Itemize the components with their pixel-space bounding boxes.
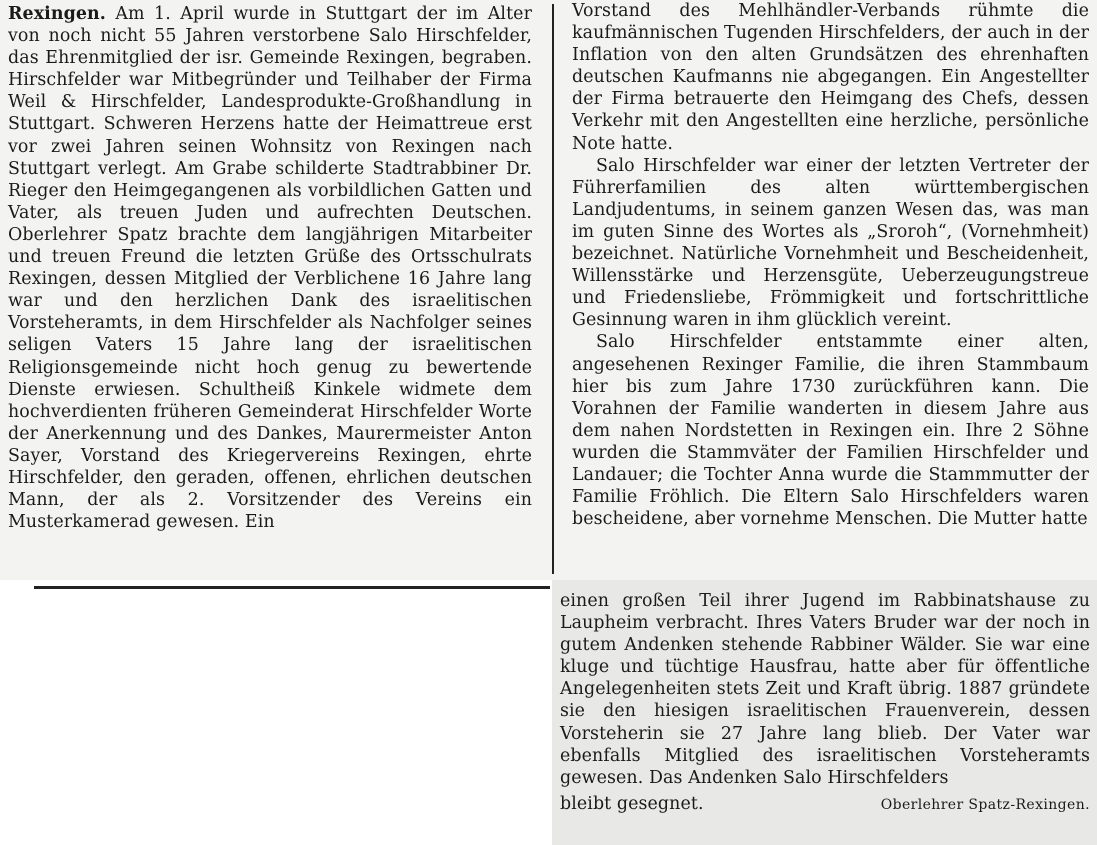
author-signature: Oberlehrer Spatz-Rexingen. [880, 796, 1090, 813]
right-column-top [572, 0, 1089, 530]
paragraph: Vorstand des Mehlhändler-Verbands rühmte die kaufmännischen Tugenden Hirschfelders, der auch in der Inflation von den alten Grundsätzen des ehrenhaften deutschen Kaufmanns nie abgegangen. Ein Angestellter der Firma betrauerte den Heimgang des Chefs, dessen Verkehr mit den Angestellten eine herzliche, persönliche Note hatte. [572, 1, 1089, 154]
left-column-text: Am 1. April wurde in Stuttgart der im Alter von noch nicht 55 Jahren verstorbene Salo Hirschfelder, das Ehrenmitglied der isr. Gemeinde Rexingen, begraben. Hirschfelder war Mitbegründer und Teilhaber der Firma Weil & Hirschfelder, Landesprodukte-Großhandlung in Stuttgart. Schweren Herzens hatte der Heimattreue erst vor zwei Jahren seinen Wohnsitz von Rexingen nach Stuttgart verlegt. Am Grabe schilderte Stadtrabbiner Dr. Rieger den Heimgegangenen als vorbildlichen Gatten und Vater, als treuen Juden und aufrechten Deutschen. Oberlehrer Spatz brachte dem langjährigen Mitarbeiter und treuen Freund die letzten Grüße des Ortsschulrats Rexingen, dessen Mitglied der Verblichene 16 Jahre lang war und den herzlichen Dank des israelitischen Vorsteheramts, in dem Hirschfelder als Nachfolger seines seligen Vaters 15 Jahre lang der israelitischen Religionsgemeinde nicht hoch genug zu bewertende Dienste erwiesen. Schultheiß Kinkele widmete dem hochverdienten früheren Gemeinderat Hirschfelder Worte der Anerkennung und des Dankes, Maurermeister Anton Sayer, Vorstand des Kriegervereins Rexingen, ehrte Hirschfelder, den geraden, offenen, ehrlichen deutschen Mann, der als 2. Vorsitzender des Vereins ein Musterkamerad gewesen. Ein [8, 4, 532, 533]
paragraph: Salo Hirschfelder entstammte einer alten, angesehenen Rexinger Familie, die ihren Stammbaum hier bis zum Jahre 1730 zurückführen kann. Die Vorahnen der Familie wanderten in diesem Jahre aus dem nahen Nordstetten in Rexingen ein. Ihre 2 Söhne wurden die Stammväter der Familien Hirschfelder und Landauer; die Tochter Anna wurde die Stammmutter der Familie Fröhlich. Die Eltern Salo Hirschfelders waren bescheidene, aber vornehme Menschen. Die Mutter hatte [572, 332, 1089, 530]
closing-text: bleibt gesegnet. [560, 793, 704, 814]
paragraph: einen großen Teil ihrer Jugend im Rabbinatshause zu Laupheim verbracht. Ihres Vaters Bruder war der noch in gutem Andenken stehende Rabbiner Wälder. Sie war eine kluge und tüchtige Hausfrau, hatte aber für öffentliche Angelegenheiten stets Zeit und Kraft übrig. 1887 gründete sie den hiesigen israelitischen Frauenverein, dessen Vorsteherin sie 27 Jahre lang blieb. Der Vater war ebenfalls Mitglied des israelitischen Vorsteheramts gewesen. Das Andenken Salo Hirschfelders [560, 591, 1090, 788]
closing-line [560, 789, 1090, 816]
right-column-bottom [560, 590, 1090, 816]
article-lead-word: Rexingen. [8, 4, 106, 24]
column-end-rule [34, 586, 550, 589]
left-column [8, 3, 532, 533]
paragraph: Salo Hirschfelder war einer der letzten Vertreter der Führerfamilien des alten württembergischen Landjudentums, in seinem ganzen Wesen das, was man im guten Sinne des Wortes als „Sroroh“, (Vornehmheit) bezeichnet. Natürliche Vornehmheit und Bescheidenheit, Willensstärke und Herzensgüte, Ueberzeugungstreue und Friedensliebe, Frömmigkeit und fortschrittliche Gesinnung waren in ihm glücklich vereint. [572, 155, 1089, 331]
column-divider [552, 4, 554, 574]
